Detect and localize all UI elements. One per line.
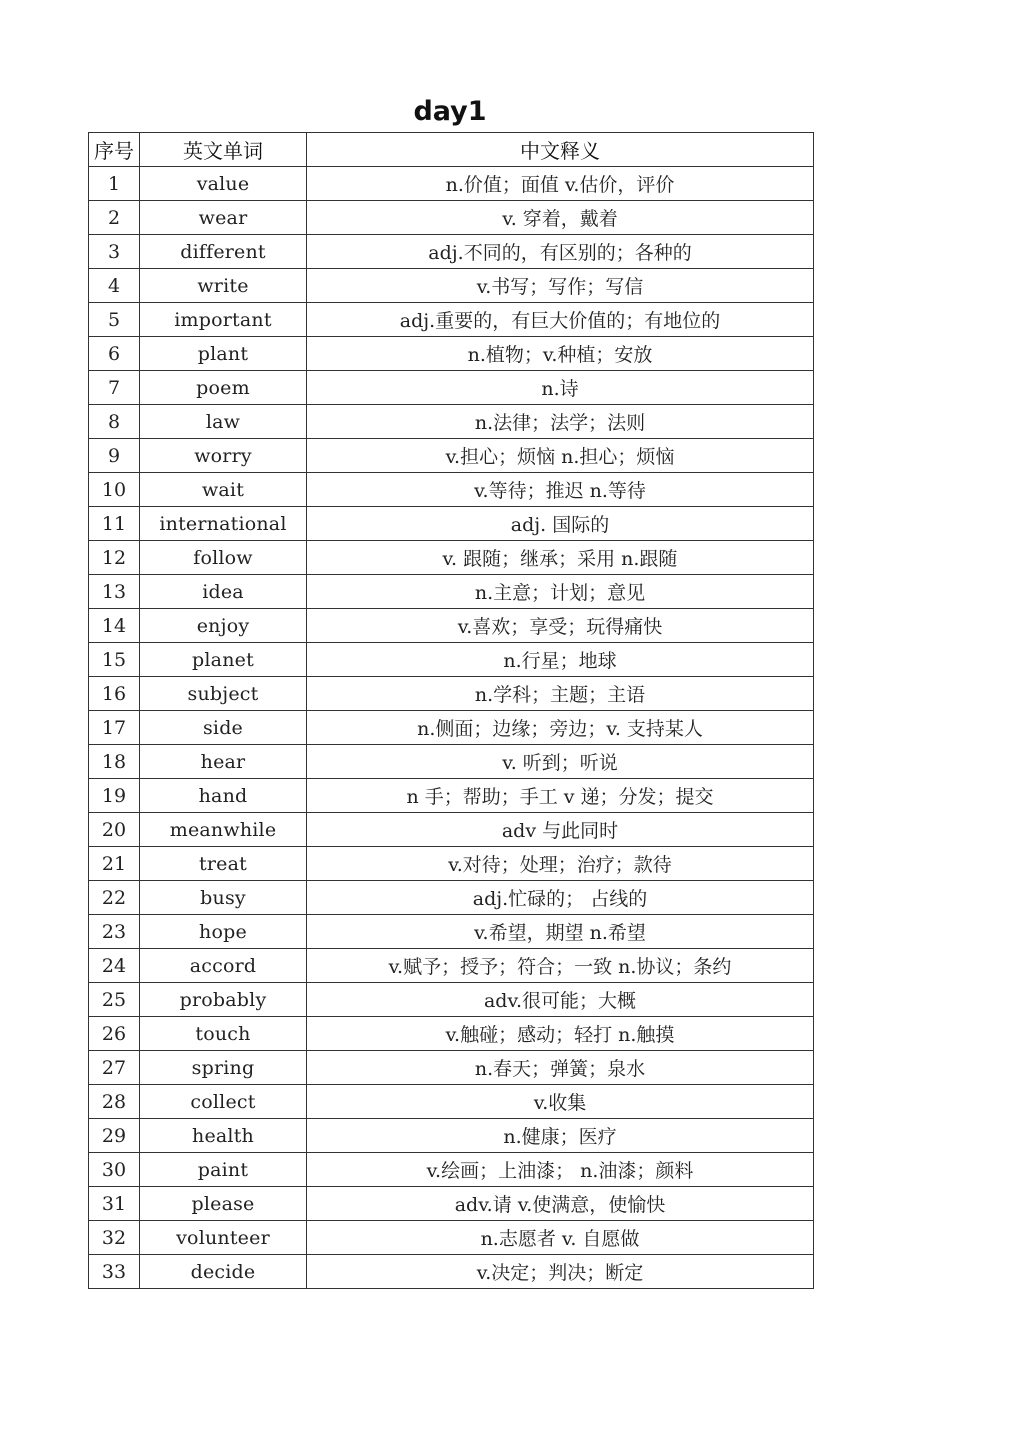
english-word: worry bbox=[140, 439, 307, 473]
row-index: 8 bbox=[89, 405, 140, 439]
row-index: 33 bbox=[89, 1255, 140, 1289]
table-row bbox=[89, 881, 814, 915]
english-word: hear bbox=[140, 745, 307, 779]
table-row bbox=[89, 711, 814, 745]
chinese-meaning: v.喜欢；享受；玩得痛快 bbox=[307, 609, 814, 643]
vocabulary-table bbox=[88, 132, 814, 1289]
chinese-meaning: v. 穿着，戴着 bbox=[307, 201, 814, 235]
english-word: wait bbox=[140, 473, 307, 507]
english-word: plant bbox=[140, 337, 307, 371]
row-index: 31 bbox=[89, 1187, 140, 1221]
english-word: hand bbox=[140, 779, 307, 813]
row-index: 28 bbox=[89, 1085, 140, 1119]
index-column-header: 序号 bbox=[89, 133, 140, 167]
table-row bbox=[89, 609, 814, 643]
row-index: 23 bbox=[89, 915, 140, 949]
english-word: planet bbox=[140, 643, 307, 677]
row-index: 21 bbox=[89, 847, 140, 881]
chinese-meaning: n.健康；医疗 bbox=[307, 1119, 814, 1153]
english-word: paint bbox=[140, 1153, 307, 1187]
table-row bbox=[89, 1051, 814, 1085]
english-word: spring bbox=[140, 1051, 307, 1085]
row-index: 15 bbox=[89, 643, 140, 677]
english-word: idea bbox=[140, 575, 307, 609]
english-word: probably bbox=[140, 983, 307, 1017]
chinese-meaning: v.绘画；上油漆； n.油漆；颜料 bbox=[307, 1153, 814, 1187]
chinese-meaning: n 手；帮助；手工 v 递；分发；提交 bbox=[307, 779, 814, 813]
row-index: 1 bbox=[89, 167, 140, 201]
chinese-meaning: adv.很可能；大概 bbox=[307, 983, 814, 1017]
chinese-meaning: v.担心；烦恼 n.担心；烦恼 bbox=[307, 439, 814, 473]
meaning-column-header: 中文释义 bbox=[307, 133, 814, 167]
table-row bbox=[89, 337, 814, 371]
table-row bbox=[89, 779, 814, 813]
chinese-meaning: n.春天；弹簧；泉水 bbox=[307, 1051, 814, 1085]
chinese-meaning: v.等待；推迟 n.等待 bbox=[307, 473, 814, 507]
table-row bbox=[89, 949, 814, 983]
chinese-meaning: v.决定；判决；断定 bbox=[307, 1255, 814, 1289]
english-word: subject bbox=[140, 677, 307, 711]
chinese-meaning: n.法律；法学；法则 bbox=[307, 405, 814, 439]
row-index: 18 bbox=[89, 745, 140, 779]
english-word: treat bbox=[140, 847, 307, 881]
english-word: touch bbox=[140, 1017, 307, 1051]
table-row bbox=[89, 847, 814, 881]
word-column-header: 英文单词 bbox=[140, 133, 307, 167]
chinese-meaning: adv 与此同时 bbox=[307, 813, 814, 847]
chinese-meaning: n.价值；面值 v.估价，评价 bbox=[307, 167, 814, 201]
chinese-meaning: adj.忙碌的； 占线的 bbox=[307, 881, 814, 915]
row-index: 10 bbox=[89, 473, 140, 507]
row-index: 4 bbox=[89, 269, 140, 303]
chinese-meaning: adj.重要的，有巨大价值的；有地位的 bbox=[307, 303, 814, 337]
chinese-meaning: n.植物；v.种植；安放 bbox=[307, 337, 814, 371]
chinese-meaning: n.学科；主题；主语 bbox=[307, 677, 814, 711]
table-row bbox=[89, 643, 814, 677]
chinese-meaning: v.触碰；感动；轻打 n.触摸 bbox=[307, 1017, 814, 1051]
table-row bbox=[89, 1085, 814, 1119]
table-row bbox=[89, 1153, 814, 1187]
table-row bbox=[89, 1187, 814, 1221]
row-index: 20 bbox=[89, 813, 140, 847]
row-index: 19 bbox=[89, 779, 140, 813]
english-word: write bbox=[140, 269, 307, 303]
chinese-meaning: v.希望，期望 n.希望 bbox=[307, 915, 814, 949]
table-row bbox=[89, 677, 814, 711]
page-title: day1 bbox=[413, 96, 487, 127]
row-index: 13 bbox=[89, 575, 140, 609]
row-index: 27 bbox=[89, 1051, 140, 1085]
english-word: accord bbox=[140, 949, 307, 983]
row-index: 29 bbox=[89, 1119, 140, 1153]
chinese-meaning: adj.不同的，有区别的；各种的 bbox=[307, 235, 814, 269]
row-index: 6 bbox=[89, 337, 140, 371]
row-index: 26 bbox=[89, 1017, 140, 1051]
table-row bbox=[89, 235, 814, 269]
chinese-meaning: n.侧面；边缘；旁边；v. 支持某人 bbox=[307, 711, 814, 745]
english-word: hope bbox=[140, 915, 307, 949]
chinese-meaning: v.收集 bbox=[307, 1085, 814, 1119]
chinese-meaning: n.诗 bbox=[307, 371, 814, 405]
english-word: please bbox=[140, 1187, 307, 1221]
table-row bbox=[89, 541, 814, 575]
chinese-meaning: v.对待；处理；治疗；款待 bbox=[307, 847, 814, 881]
english-word: volunteer bbox=[140, 1221, 307, 1255]
row-index: 5 bbox=[89, 303, 140, 337]
table-row bbox=[89, 915, 814, 949]
row-index: 9 bbox=[89, 439, 140, 473]
row-index: 12 bbox=[89, 541, 140, 575]
english-word: health bbox=[140, 1119, 307, 1153]
table-row bbox=[89, 745, 814, 779]
row-index: 17 bbox=[89, 711, 140, 745]
row-index: 32 bbox=[89, 1221, 140, 1255]
table-row bbox=[89, 1017, 814, 1051]
row-index: 16 bbox=[89, 677, 140, 711]
english-word: poem bbox=[140, 371, 307, 405]
table-row bbox=[89, 439, 814, 473]
row-index: 2 bbox=[89, 201, 140, 235]
english-word: side bbox=[140, 711, 307, 745]
english-word: meanwhile bbox=[140, 813, 307, 847]
english-word: busy bbox=[140, 881, 307, 915]
row-index: 3 bbox=[89, 235, 140, 269]
chinese-meaning: v. 听到；听说 bbox=[307, 745, 814, 779]
table-row bbox=[89, 507, 814, 541]
chinese-meaning: n.志愿者 v. 自愿做 bbox=[307, 1221, 814, 1255]
english-word: international bbox=[140, 507, 307, 541]
table-row bbox=[89, 473, 814, 507]
row-index: 7 bbox=[89, 371, 140, 405]
row-index: 25 bbox=[89, 983, 140, 1017]
chinese-meaning: n.主意；计划；意见 bbox=[307, 575, 814, 609]
english-word: collect bbox=[140, 1085, 307, 1119]
row-index: 11 bbox=[89, 507, 140, 541]
table-row bbox=[89, 371, 814, 405]
table-row bbox=[89, 813, 814, 847]
chinese-meaning: n.行星；地球 bbox=[307, 643, 814, 677]
table-row bbox=[89, 405, 814, 439]
english-word: follow bbox=[140, 541, 307, 575]
table-row bbox=[89, 201, 814, 235]
table-row bbox=[89, 1221, 814, 1255]
chinese-meaning: v.赋予；授予；符合；一致 n.协议；条约 bbox=[307, 949, 814, 983]
chinese-meaning: v.书写；写作；写信 bbox=[307, 269, 814, 303]
english-word: important bbox=[140, 303, 307, 337]
english-word: value bbox=[140, 167, 307, 201]
chinese-meaning: adv.请 v.使满意，使愉快 bbox=[307, 1187, 814, 1221]
table-row bbox=[89, 983, 814, 1017]
english-word: different bbox=[140, 235, 307, 269]
header-row bbox=[89, 133, 814, 167]
english-word: wear bbox=[140, 201, 307, 235]
table-row bbox=[89, 303, 814, 337]
row-index: 22 bbox=[89, 881, 140, 915]
table-row bbox=[89, 1119, 814, 1153]
table-row bbox=[89, 1255, 814, 1289]
table-body bbox=[89, 167, 814, 1289]
table-row bbox=[89, 167, 814, 201]
english-word: law bbox=[140, 405, 307, 439]
row-index: 30 bbox=[89, 1153, 140, 1187]
english-word: decide bbox=[140, 1255, 307, 1289]
table-row bbox=[89, 575, 814, 609]
table-row bbox=[89, 269, 814, 303]
english-word: enjoy bbox=[140, 609, 307, 643]
row-index: 24 bbox=[89, 949, 140, 983]
row-index: 14 bbox=[89, 609, 140, 643]
chinese-meaning: adj. 国际的 bbox=[307, 507, 814, 541]
chinese-meaning: v. 跟随；继承；采用 n.跟随 bbox=[307, 541, 814, 575]
